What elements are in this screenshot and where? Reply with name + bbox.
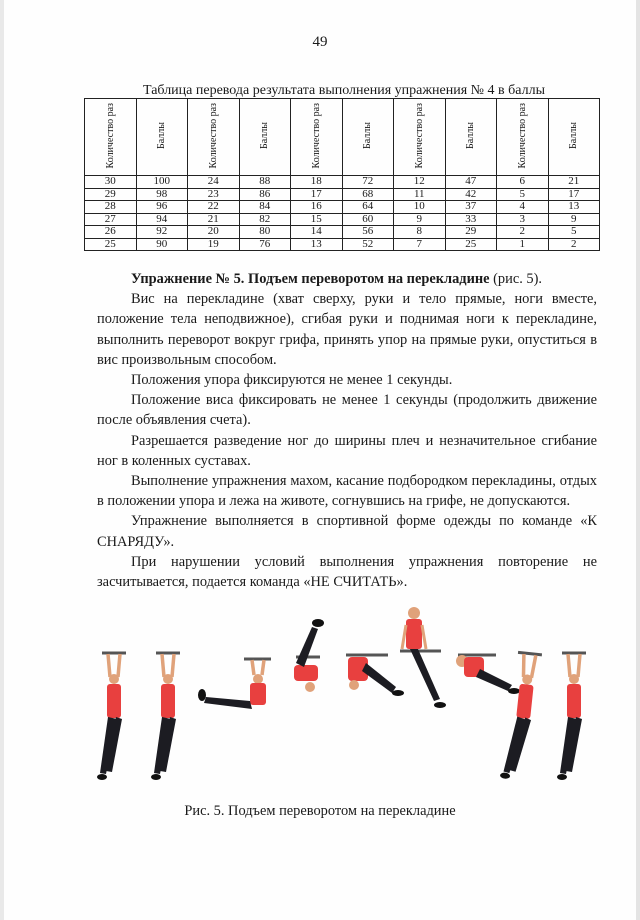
table-row (85, 188, 600, 201)
figure-frame-descent (456, 655, 520, 694)
table-cell: 26 (85, 226, 137, 239)
table-cell: 21 (548, 176, 600, 189)
figure-reference: (рис. 5). (489, 271, 543, 287)
table-cell: 21 (188, 213, 240, 226)
table-cell: 56 (342, 226, 394, 239)
table-cell: 100 (136, 176, 188, 189)
header-cell: Баллы (136, 99, 188, 176)
paragraph: Вис на перекладине (хват сверху, руки и тело прямые, ноги вместе, положение тела неподвижное), сгибая руки и поднимая ноги к перекладине, выполнить переворот вокруг грифа, принять упор на прямые руки, опуститься в вис произвольным способом. (97, 291, 597, 368)
table-cell: 5 (497, 188, 549, 201)
table-cell: 25 (445, 238, 497, 251)
table-cell: 24 (188, 176, 240, 189)
table-cell: 9 (548, 213, 600, 226)
paragraph: Положения упора фиксируются не менее 1 секунды. (131, 372, 453, 389)
table-row (85, 226, 600, 239)
header-cell: Баллы (239, 99, 291, 176)
score-conversion-table (84, 98, 600, 251)
table-cell: 72 (342, 176, 394, 189)
table-caption: Таблица перевода результата выполнения упражнения № 4 в баллы (143, 83, 545, 98)
table-cell: 27 (85, 213, 137, 226)
table-row (85, 176, 600, 189)
table-cell: 30 (85, 176, 137, 189)
table-cell: 2 (548, 238, 600, 251)
header-cell: Баллы (548, 99, 600, 176)
page-edge (0, 0, 4, 920)
table-cell: 13 (548, 201, 600, 214)
figure-frame-hang-fifth (500, 652, 542, 781)
table-cell: 42 (445, 188, 497, 201)
figure-caption: Рис. 5. Подъем переворотом на перекладине (184, 803, 456, 819)
header-cell: Количество раз (497, 99, 549, 176)
table-cell: 7 (394, 238, 446, 251)
table-cell: 86 (239, 188, 291, 201)
table-cell: 23 (188, 188, 240, 201)
figure-frame-inverted (294, 619, 324, 692)
table-cell: 84 (239, 201, 291, 214)
table-cell: 5 (548, 226, 600, 239)
table-cell: 20 (188, 226, 240, 239)
paragraph: Выполнение упражнения махом, касание подбородком перекладины, отдых в положении упора и лежа на животе, согнувшись на грифе, не допускаются. (97, 473, 597, 510)
table-cell: 29 (445, 226, 497, 239)
table-cell: 14 (291, 226, 343, 239)
table-cell: 1 (497, 238, 549, 251)
table-cell: 29 (85, 188, 137, 201)
table-cell: 68 (342, 188, 394, 201)
table-cell: 13 (291, 238, 343, 251)
figure-frame-hang-start (97, 653, 126, 780)
exercise-description (97, 269, 597, 592)
table-cell: 19 (188, 238, 240, 251)
table-cell: 90 (136, 238, 188, 251)
figure-frame-hang-end (557, 653, 586, 780)
table-header-row (85, 99, 600, 176)
table-cell: 37 (445, 201, 497, 214)
paragraph: Упражнение выполняется в спортивной форме одежды по команде «К СНАРЯДУ». (97, 513, 597, 550)
table-cell: 47 (445, 176, 497, 189)
table-cell: 3 (497, 213, 549, 226)
exercise-title: Упражнение № 5. Подъем переворотом на перекладине (131, 271, 490, 287)
table-cell: 98 (136, 188, 188, 201)
table-cell: 9 (394, 213, 446, 226)
table-cell: 92 (136, 226, 188, 239)
table-cell: 11 (394, 188, 446, 201)
table-cell: 94 (136, 213, 188, 226)
table-cell: 96 (136, 201, 188, 214)
page-edge (636, 0, 640, 920)
pullover-sequence-illustration (96, 605, 606, 800)
table-cell: 76 (239, 238, 291, 251)
table-cell: 33 (445, 213, 497, 226)
figure-frame-rotation (346, 655, 404, 696)
table-cell: 22 (188, 201, 240, 214)
table-cell: 28 (85, 201, 137, 214)
table-cell: 15 (291, 213, 343, 226)
table-cell: 8 (394, 226, 446, 239)
paragraph: Положение виса фиксировать не менее 1 секунды (продолжить движение после объявления счета). (97, 392, 597, 429)
table-cell: 4 (497, 201, 549, 214)
table-cell: 18 (291, 176, 343, 189)
table-cell: 82 (239, 213, 291, 226)
figure-frame-support (400, 607, 446, 708)
figure-frame-legs-raised (198, 659, 271, 709)
table-row (85, 213, 600, 226)
table-cell: 52 (342, 238, 394, 251)
table-cell: 80 (239, 226, 291, 239)
figure-frame-hang-second (151, 653, 180, 780)
table-row (85, 201, 600, 214)
table-cell: 10 (394, 201, 446, 214)
header-cell: Количество раз (85, 99, 137, 176)
header-cell: Количество раз (188, 99, 240, 176)
paragraph: При нарушении условий выполнения упражнения повторение не засчитывается, подается команда «НЕ СЧИТАТЬ». (97, 553, 597, 591)
table-cell: 12 (394, 176, 446, 189)
header-cell: Количество раз (291, 99, 343, 176)
table-row (85, 238, 600, 251)
table-cell: 17 (291, 188, 343, 201)
table-cell: 64 (342, 201, 394, 214)
table-cell: 60 (342, 213, 394, 226)
table-cell: 6 (497, 176, 549, 189)
table-cell: 16 (291, 201, 343, 214)
table-cell: 88 (239, 176, 291, 189)
page-number: 49 (312, 34, 328, 50)
header-cell: Количество раз (394, 99, 446, 176)
table-cell: 2 (497, 226, 549, 239)
table-cell: 25 (85, 238, 137, 251)
exercise-heading (97, 269, 597, 289)
paragraph: Разрешается разведение ног до ширины плеч и незначительное сгибание ног в коленных суставах. (97, 432, 597, 469)
header-cell: Баллы (445, 99, 497, 176)
table-cell: 17 (548, 188, 600, 201)
header-cell: Баллы (342, 99, 394, 176)
